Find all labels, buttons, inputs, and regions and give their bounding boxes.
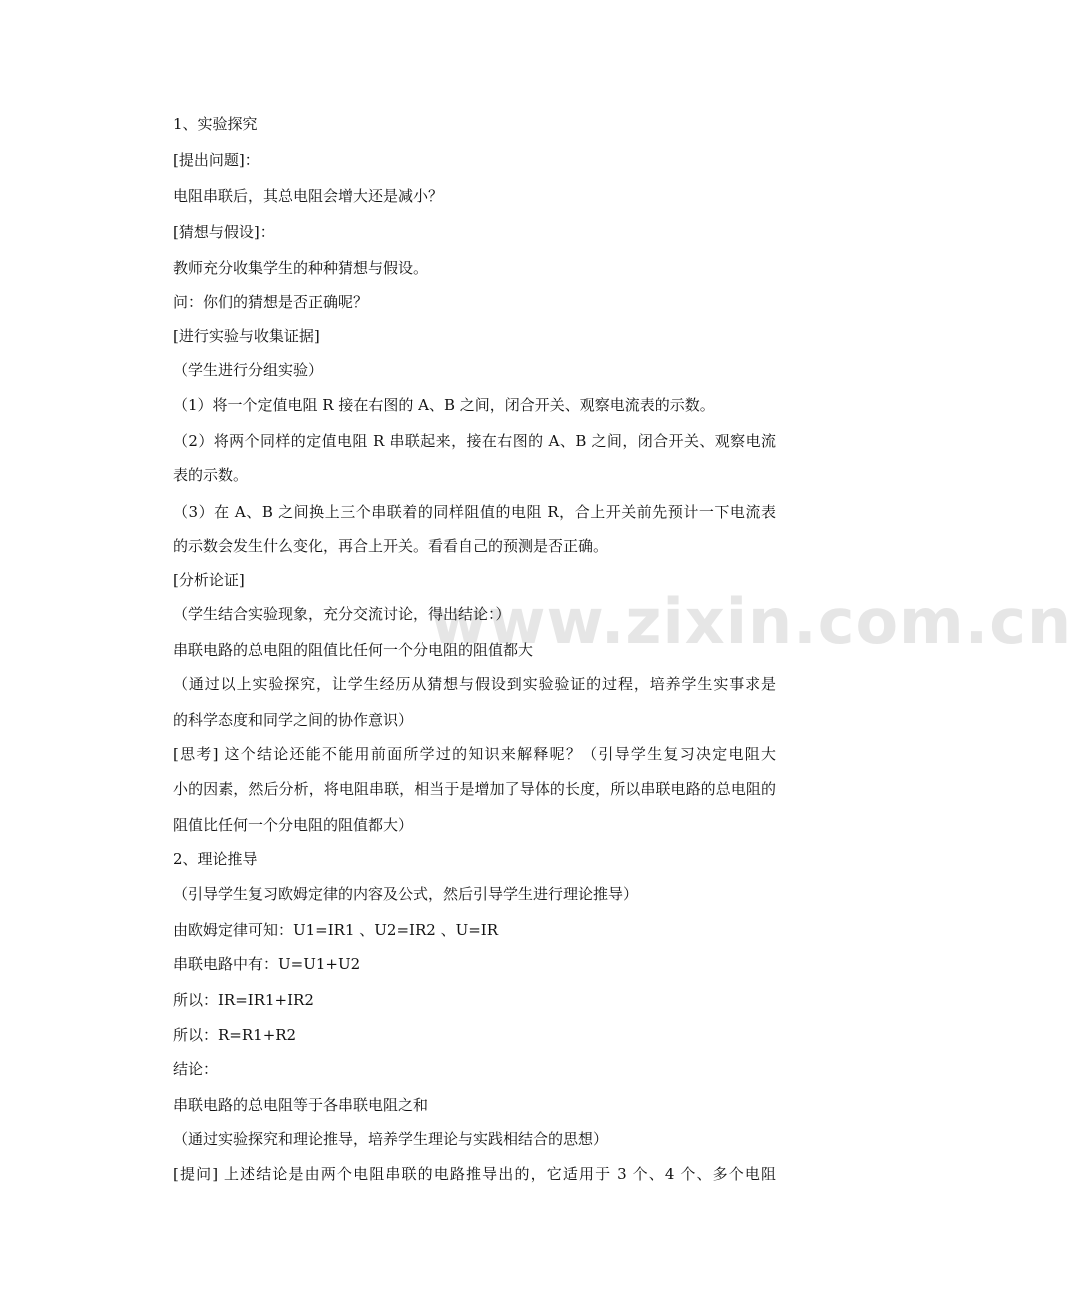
heading-derivation: 2、理论推导 (173, 850, 258, 868)
watermark: www.zixin.com.cn (430, 585, 1072, 658)
paragraph-line: （学生进行分组实验） (173, 361, 324, 379)
section-label-analysis: [分析论证] (173, 571, 245, 589)
conclusion-label: 结论： (173, 1060, 219, 1078)
paragraph-line: 教师充分收集学生的种种猜想与假设。 (173, 259, 429, 277)
paragraph-line: 小的因素，然后分析，将电阻串联，相当于是增加了导体的长度，所以串联电路的总电阻的 (173, 780, 776, 798)
paragraph-line: （2）将两个同样的定值电阻 R 串联起来，接在右图的 A、B 之间，闭合开关、观察电流 (173, 432, 776, 450)
paragraph-line: 阻值比任何一个分电阻的阻值都大） (173, 816, 414, 834)
paragraph-line: 串联电路的总电阻的阻值比任何一个分电阻的阻值都大 (173, 641, 534, 659)
heading-experiment: 1、实验探究 (173, 115, 258, 133)
paragraph-line: （通过实验探究和理论推导，培养学生理论与实践相结合的思想） (173, 1130, 609, 1148)
formula-line: 所以：R=R1+R2 (173, 1026, 297, 1044)
section-label-hypothesis: [猜想与假设]： (173, 223, 275, 241)
paragraph-line: 表的示数。 (173, 466, 249, 484)
paragraph-line: 的示数会发生什么变化，再合上开关。看看自己的预测是否正确。 (173, 537, 609, 555)
paragraph-line: （通过以上实验探究，让学生经历从猜想与假设到实验验证的过程，培养学生实事求是 (173, 675, 776, 693)
paragraph-line: 问：你们的猜想是否正确呢？ (173, 293, 369, 311)
formula-line: 串联电路中有：U=U1+U2 (173, 955, 361, 973)
paragraph-line: （学生结合实验现象，充分交流讨论，得出结论：） (173, 605, 511, 623)
section-label-experiment: [进行实验与收集证据] (173, 327, 320, 345)
conclusion-text: 串联电路的总电阻等于各串联电阻之和 (173, 1096, 429, 1114)
paragraph-line: [提问] 上述结论是由两个电阻串联的电路推导出的，它适用于 3 个、4 个、多个电阻 (173, 1165, 776, 1183)
formula-line: 所以：IR=IR1+IR2 (173, 991, 314, 1009)
paragraph-line: （引导学生复习欧姆定律的内容及公式，然后引导学生进行理论推导） (173, 885, 639, 903)
paragraph-line: [思考] 这个结论还能不能用前面所学过的知识来解释呢？（引导学生复习决定电阻大 (173, 745, 776, 763)
paragraph-line: 电阻串联后，其总电阻会增大还是减小？ (173, 187, 444, 205)
paragraph-line: （1）将一个定值电阻 R 接在右图的 A、B 之间，闭合开关、观察电流表的示数。 (173, 396, 715, 414)
section-label-question: [提出问题]： (173, 151, 260, 169)
paragraph-line: （3）在 A、B 之间换上三个串联着的同样阻值的电阻 R，合上开关前先预计一下电流表 (173, 503, 776, 521)
paragraph-line: 的科学态度和同学之间的协作意识） (173, 711, 414, 729)
formula-line: 由欧姆定律可知：U1=IR1 、U2=IR2 、U=IR (173, 921, 498, 939)
